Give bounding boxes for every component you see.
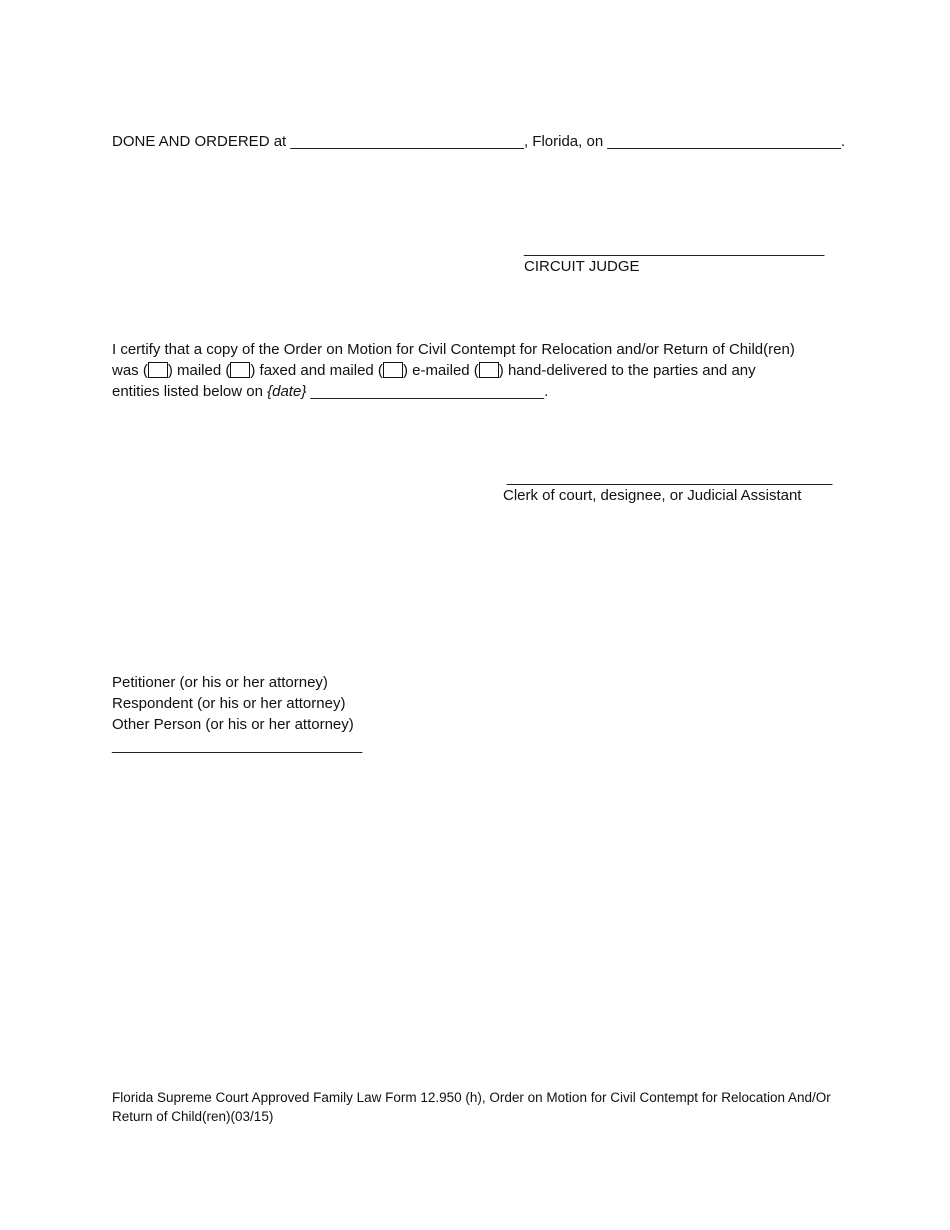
clerk-signature-line[interactable]: _______________________________________	[507, 469, 833, 486]
hand-delivered-label: ) hand-delivered to the parties and any	[498, 362, 756, 379]
form-footer: Florida Supreme Court Approved Family Law Form 12.950 (h), Order on Motion for Civil Contempt for Relocation And/Or Return of Child(ren)(03/15)	[112, 1090, 831, 1124]
distribution-item-respondent: Respondent (or his or her attorney)	[112, 695, 346, 712]
faxed-and-mailed-label: ) faxed and mailed (	[250, 362, 383, 379]
entities-listed-label: entities listed below on	[112, 383, 263, 400]
faxed-and-mailed-checkbox[interactable]	[230, 362, 250, 378]
circuit-judge-label: CIRCUIT JUDGE	[524, 258, 640, 275]
was-label: was (	[112, 362, 148, 379]
hand-delivered-checkbox[interactable]	[479, 362, 499, 378]
done-ordered-suffix: .	[840, 133, 846, 150]
mailed-label: ) mailed (	[167, 362, 231, 379]
order-date-blank[interactable]: ____________________________	[607, 133, 841, 150]
distribution-item-other-person: Other Person (or his or her attorney)	[112, 716, 354, 733]
certificate-line-3	[112, 381, 548, 402]
date-label: {date}	[267, 383, 307, 400]
done-and-ordered-line	[112, 131, 845, 152]
certificate-suffix: .	[544, 383, 549, 400]
done-ordered-middle: , Florida, on	[523, 133, 604, 150]
service-date-blank[interactable]: ____________________________	[310, 383, 545, 400]
certificate-line-2	[112, 360, 756, 381]
judge-signature-line[interactable]: ____________________________________	[524, 240, 825, 257]
mailed-checkbox[interactable]	[148, 362, 168, 378]
emailed-checkbox[interactable]	[383, 362, 403, 378]
distribution-item-petitioner: Petitioner (or his or her attorney)	[112, 674, 328, 691]
certificate-line-1: I certify that a copy of the Order on Motion for Civil Contempt for Relocation and/or Return of Child(ren)	[112, 341, 795, 358]
location-blank[interactable]: ____________________________	[290, 133, 524, 150]
done-ordered-prefix: DONE AND ORDERED at	[112, 133, 287, 150]
emailed-label: ) e-mailed (	[402, 362, 479, 379]
clerk-label: Clerk of court, designee, or Judicial Assistant	[503, 487, 802, 504]
distribution-blank[interactable]: ______________________________	[112, 737, 363, 754]
